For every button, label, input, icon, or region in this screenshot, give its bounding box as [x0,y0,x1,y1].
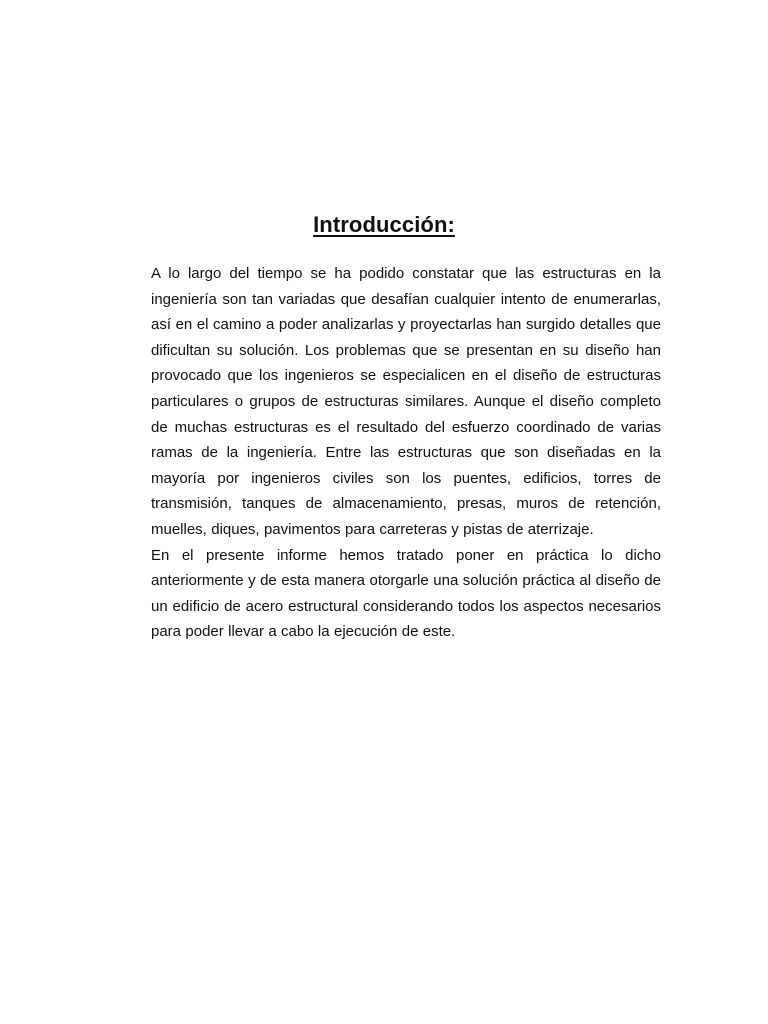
paragraph-2: En el presente informe hemos tratado poner en práctica lo dicho anteriormente y de esta manera otorgarle una solución práctica al diseño de un edificio de acero estructural considerando todos los aspectos necesarios para poder llevar a cabo la ejecución de este. [151,546,661,641]
page-title: Introducción: [313,212,455,237]
paragraph-1: A lo largo del tiempo se ha podido constatar que las estructuras en la ingeniería son tan variadas que desafían cualquier intento de enumerarlas, así en el camino a poder analizarlas y proyectarlas han surgido detalles que dificultan su solución. Los problemas que se presentan en su diseño han provocado que los ingenieros se especialicen en el diseño de estructuras particulares o grupos de estructuras similares. Aunque el diseño completo de muchas estructuras es el resultado del esfuerzo coordinado de varias ramas de la ingeniería. Entre las estructuras que son diseñadas en la mayoría por ingenieros civiles son los puentes, edificios, torres de transmisión, tanques de almacenamiento, presas, muros de retención, muelles, diques, pavimentos para carreteras y pistas de aterrizaje. [151,265,661,538]
body-text [151,261,661,645]
